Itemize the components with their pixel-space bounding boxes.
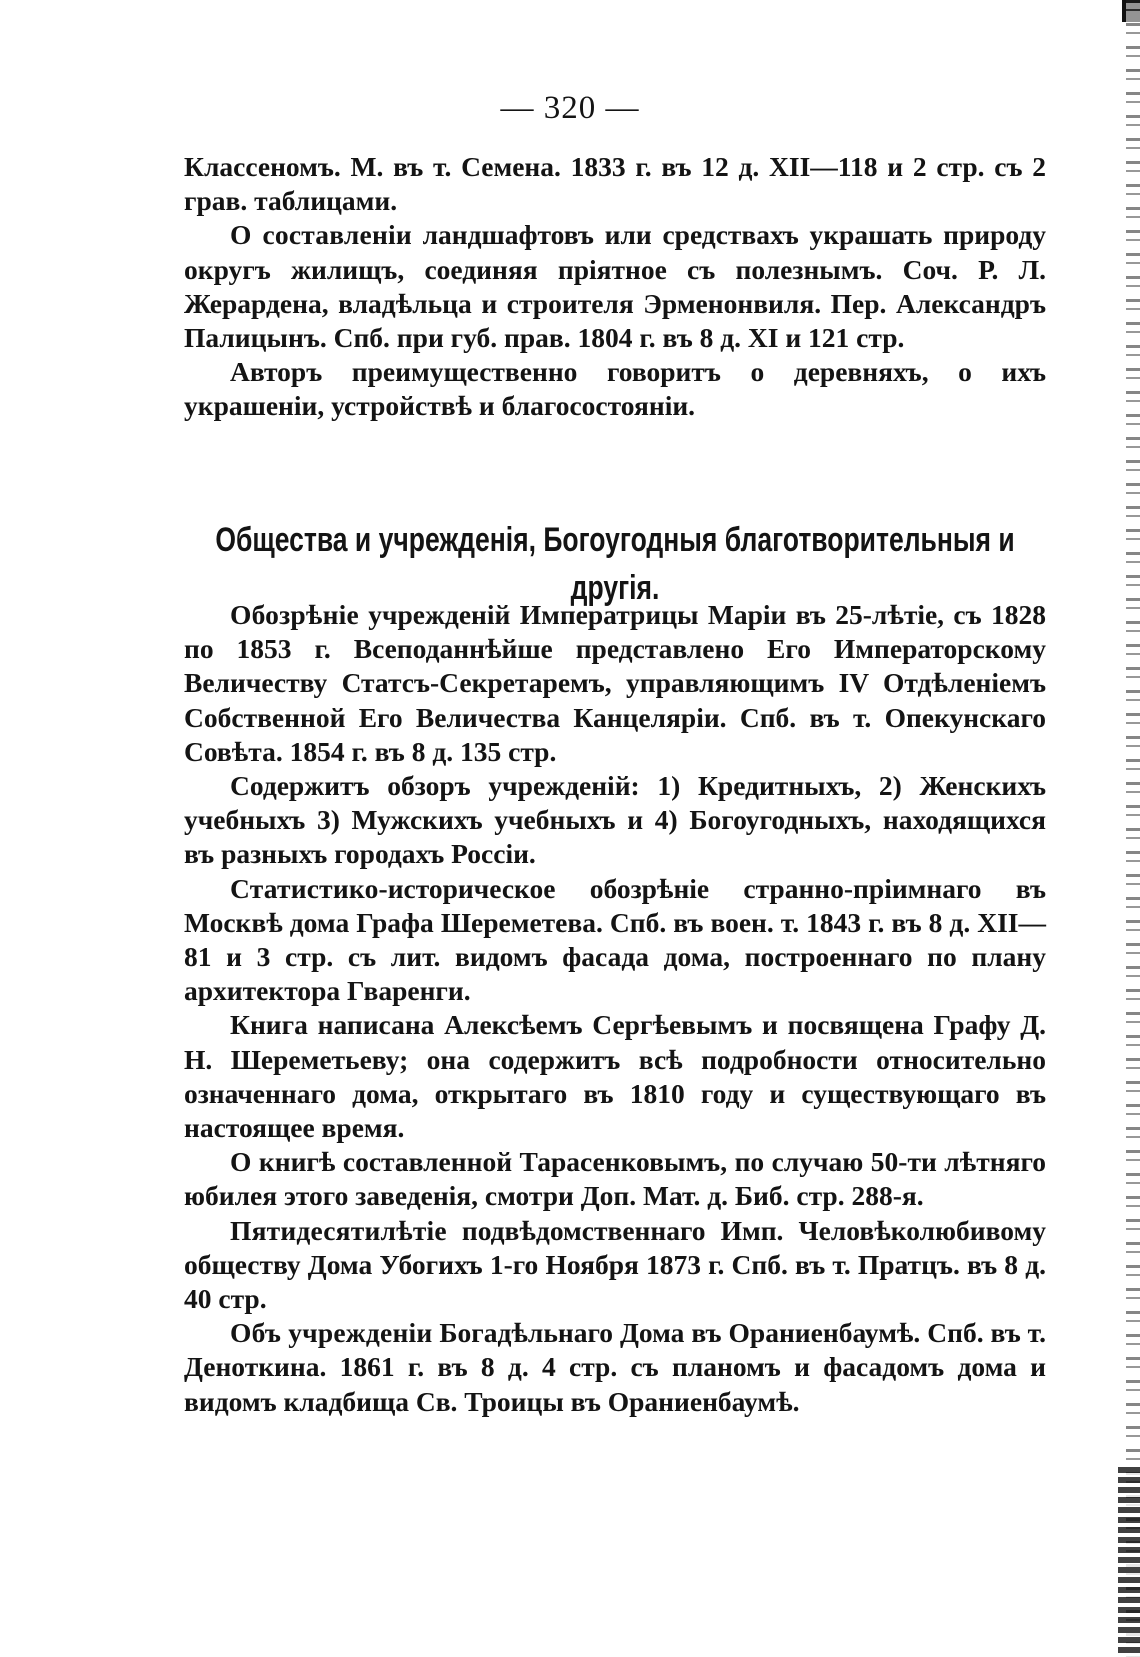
entry-landscapes	[184, 218, 1046, 355]
entry-body: Богадѣльнаго Дома въ Ораниенбаумѣ. Спб. въ т. Деноткина. 1861 г. въ 8 д. 4 стр. съ планомъ и фасадомъ дома и видомъ кладбища Св. Троицы въ Ораниенбаумѣ.	[184, 1317, 1046, 1417]
scan-edge-mark-bottom	[1118, 1467, 1140, 1657]
entry-statistics	[184, 872, 1046, 1009]
entry-lead: Объ учрежденiи	[230, 1317, 433, 1349]
entry-lead: Статистико	[230, 872, 379, 904]
section-catalog-entries	[184, 150, 1046, 424]
entry-body: подвѣдомственнаго Имп. Человѣколюбивому обществу Дома Убогихъ 1-го Ноября 1873 г. Спб. въ т. Пратцъ. въ 8 д. 40 стр.	[184, 1214, 1046, 1315]
entry-note: Авторъ преимущественно говоритъ о деревняхъ, о ихъ украшенiи, устройствѣ и благосостоянiи.	[184, 356, 1046, 422]
entry-almshouse	[184, 1316, 1046, 1419]
entry-lead: О составленiи	[230, 219, 412, 251]
entry-note: Содержитъ обзоръ учрежденiй: 1) Кредитныхъ, 2) Женскихъ учебныхъ 3) Мужскихъ учебныхъ и 4) Богоугодныхъ, находящихся въ разныхъ городахъ Россiи.	[184, 770, 1046, 870]
scan-edge-shadow	[1126, 0, 1140, 1657]
page-number: — 320 —	[500, 90, 640, 126]
entry-body: -историческое обозрѣнiе странно-прiимнаго въ Москвѣ дома Графа Шереметева. Спб. въ воен. т. 1843 г. въ 8 д. XII—81 и 3 стр. съ лит. видомъ фасада дома, построеннаго по плану архитектора Гваренги.	[184, 872, 1046, 1007]
entry-lead: Пятидесятилѣтiе	[230, 1214, 447, 1246]
entry-note: Книга написана Алексѣемъ Сергѣевымъ и посвящена Графу Д. Н. Шереметьеву; она содержитъ всѣ подробности относительно означеннаго дома, открытаго въ 1810 году и существующаго въ настоящее время.	[184, 1009, 1046, 1144]
entry-jubilee	[184, 1214, 1046, 1317]
entry-body: ландшафтовъ или средствахъ украшать природу округъ жилищъ, соединяя прiятное съ полезнымъ. Соч. Р. Л. Жерардена, владѣльца и строителя Эрменонвиля. Пер. Александръ Палицынъ. Спб. при губ. прав. 1804 г. въ 8 д. XI и 121 стр.	[184, 219, 1046, 354]
entry-body: учрежденiй Императрицы Марiи въ 25-лѣтiе, съ 1828 по 1853 г. Всеподаннѣйше представлено Его Императорскому Величеству Статсъ-Секретаремъ, управляющимъ IV Отдѣленiемъ Собственной Его Величества Канцелярiи. Спб. въ т. Опекунскаго Совѣта. 1854 г. въ 8 д. 135 стр.	[184, 599, 1046, 767]
entry-lead: Обозрѣнiе	[230, 599, 359, 630]
section-heading: Общества и учрежденiя, Богоугодныя благотворительныя и другiя.	[215, 521, 1015, 607]
entry-review	[184, 598, 1046, 769]
entry-continuation: Классеномъ. М. въ т. Семена. 1833 г. въ 12 д. XII—118 и 2 стр. съ 2 грав. таблицами.	[184, 151, 1046, 217]
section-societies	[184, 598, 1046, 1419]
entry-note: О книгѣ составленной Тарасенковымъ, по случаю 50-ти лѣтняго юбилея этого заведенiя, смотри Доп. Мат. д. Биб. стр. 288-я.	[184, 1146, 1046, 1212]
